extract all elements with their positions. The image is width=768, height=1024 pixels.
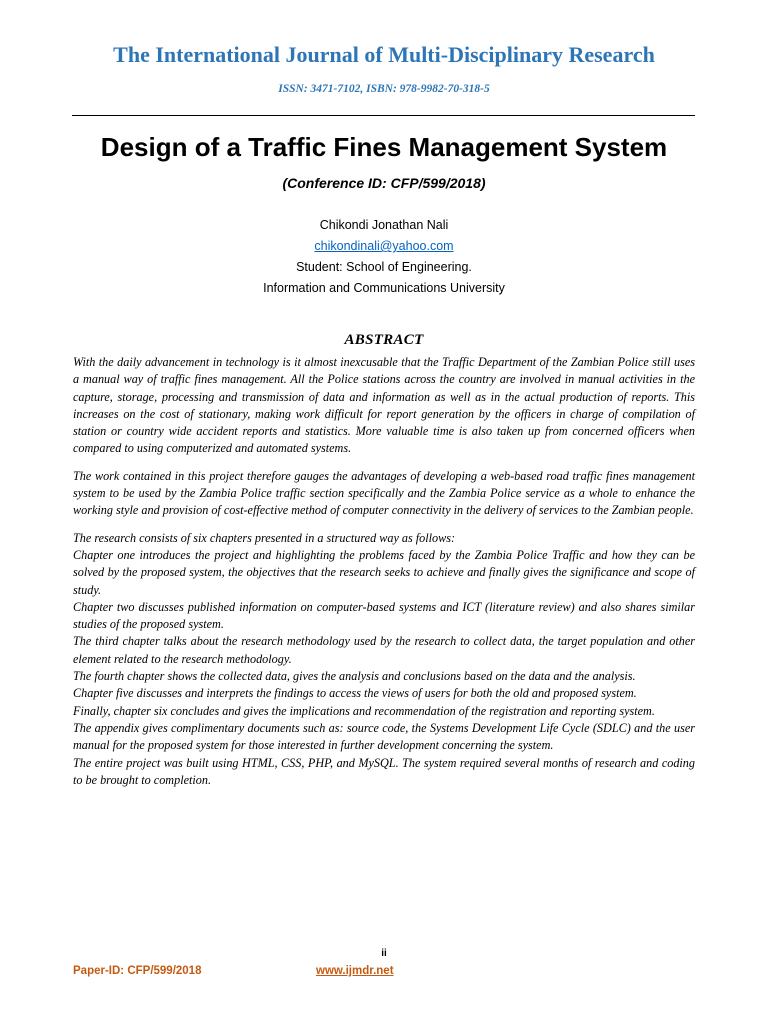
- author-name: Chikondi Jonathan Nali: [319, 218, 449, 232]
- abstract-paragraph: The third chapter talks about the research methodology used by the research to collect data, the target population and other element related to the research methodology.: [73, 634, 695, 666]
- affiliation-school: Student: School of Engineering.: [296, 260, 472, 274]
- footer-paper-id: Paper-ID: CFP/599/2018: [73, 965, 202, 977]
- page-number: ii: [381, 948, 387, 959]
- abstract-paragraph: The fourth chapter shows the collected data, gives the analysis and conclusions based on the data and the analysis.: [73, 669, 636, 684]
- abstract-paragraph: The entire project was built using HTML, CSS, PHP, and MySQL. The system required several months of research and coding to be brought to completion.: [73, 755, 695, 787]
- abstract-paragraph: The research consists of six chapters presented in a structured way as follows:: [73, 530, 456, 545]
- issn-line: ISSN: 3471-7102, ISBN: 978-9982-70-318-5: [278, 83, 490, 95]
- conference-id: (Conference ID: CFP/599/2018): [282, 175, 486, 191]
- abstract-paragraph: Chapter five discusses and interprets the findings to access the views of users for both the old and proposed system.: [73, 686, 637, 701]
- affiliation-university: Information and Communications University: [263, 281, 505, 295]
- abstract-paragraph: Chapter one introduces the project and highlighting the problems faced by the Zambia Police Traffic and how they can be solved by the proposed system, the objectives that the research seeks to achieve and finally gives the significance and scope of study.: [73, 547, 695, 597]
- abstract-heading: ABSTRACT: [344, 332, 424, 348]
- abstract-paragraph: The appendix gives complimentary documents such as: source code, the Systems Development Life Cycle (SDLC) and the user manual for the proposed system for those interested in further development concerning the system.: [73, 720, 695, 753]
- author-block: [0, 215, 768, 299]
- journal-title: The International Journal of Multi-Disciplinary Research: [113, 42, 655, 67]
- abstract-paragraph: With the daily advancement in technology is it almost inexcusable that the Traffic Department of the Zambian Police still uses a manual way of traffic fines management. All the Police stations across the country are involved in manual activities in the capture, storage, processing and transmission of data and information as well as in the actual production of reports. This increases on the cost of stationary, making work difficult for report generation by the officers in charge of compilation of station or country wide accident reports and statistics. More valuable time is also taken up from concerned officers when compared to using computerized and automated systems.: [73, 355, 695, 456]
- header-divider: [72, 115, 695, 116]
- abstract-paragraph: The work contained in this project therefore gauges the advantages of developing a web-based road traffic fines management system to be used by the Zambia Police traffic section specifically and the Zambia Police service as a whole to enhance the working style and provision of cost-effective method of computer connectivity in the delivery of services to the Zambian people.: [73, 468, 695, 518]
- author-email-link[interactable]: chikondinali@yahoo.com: [314, 239, 454, 253]
- paper-title: Design of a Traffic Fines Management System: [100, 132, 668, 162]
- abstract-paragraph: Finally, chapter six concludes and gives the implications and recommendation of the registration and reporting system.: [73, 703, 655, 718]
- footer-url-link[interactable]: www.ijmdr.net: [316, 965, 394, 977]
- abstract-body: [73, 354, 695, 789]
- abstract-paragraph: Chapter two discusses published information on computer-based systems and ICT (literature review) and also shares similar studies of the proposed system.: [73, 599, 695, 632]
